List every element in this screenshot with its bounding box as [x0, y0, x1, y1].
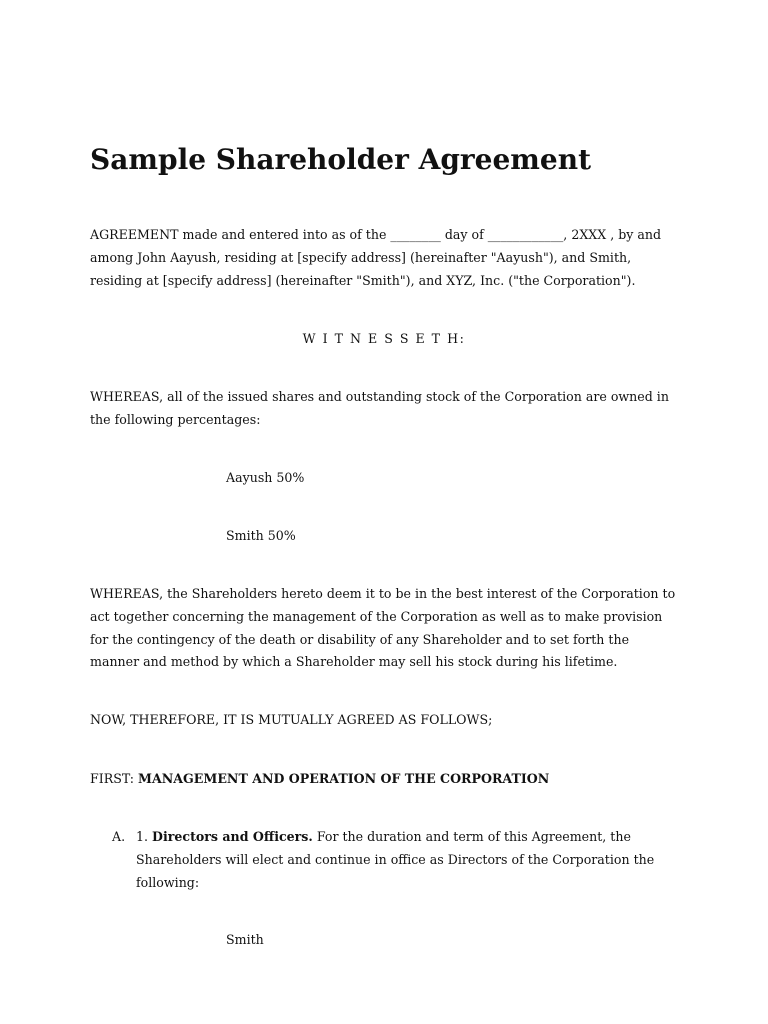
director-name: Smith	[226, 932, 264, 947]
intro-paragraph: AGREEMENT made and entered into as of the ________ day of ____________, 2XXX , by and among John Aayush, residing at [specify address] (hereinafter "Aayush"), and Smith, residing at [specify address] (hereinafter "Smith"), and XYZ, Inc. ("the Corporation").	[90, 227, 662, 288]
item-text: For the duration and term of this Agreement, the Shareholders will elect and continue in office as Directors of the Corporation the following:	[136, 829, 655, 890]
document-title: Sample Shareholder Agreement	[90, 143, 592, 176]
first-section-heading	[90, 768, 680, 791]
now-therefore-paragraph: NOW, THEREFORE, IT IS MUTUALLY AGREED AS FOLLOWS;	[90, 712, 493, 727]
shareholder-percentage-smith: Smith 50%	[226, 528, 296, 543]
first-prefix: FIRST:	[90, 771, 135, 786]
witnesseth-heading: W I T N E S S E T H:	[302, 331, 466, 346]
shareholder-percentage-aayush: Aayush 50%	[226, 470, 305, 485]
list-marker-a: A.	[112, 829, 126, 844]
directors-and-officers-item	[136, 826, 676, 894]
first-heading: MANAGEMENT AND OPERATION OF THE CORPORATION	[138, 771, 550, 786]
whereas-paragraph-1: WHEREAS, all of the issued shares and outstanding stock of the Corporation are owned in the following percentages:	[90, 389, 669, 427]
whereas-paragraph-2: WHEREAS, the Shareholders hereto deem it to be in the best interest of the Corporation to act together concerning the management of the Corporation as well as to make provision for the contingency of the death or disability of any Shareholder and to set forth the manner and method by which a Shareholder may sell his stock during his lifetime.	[90, 586, 676, 670]
item-number: 1.	[136, 829, 149, 844]
item-heading: Directors and Officers.	[152, 829, 313, 844]
